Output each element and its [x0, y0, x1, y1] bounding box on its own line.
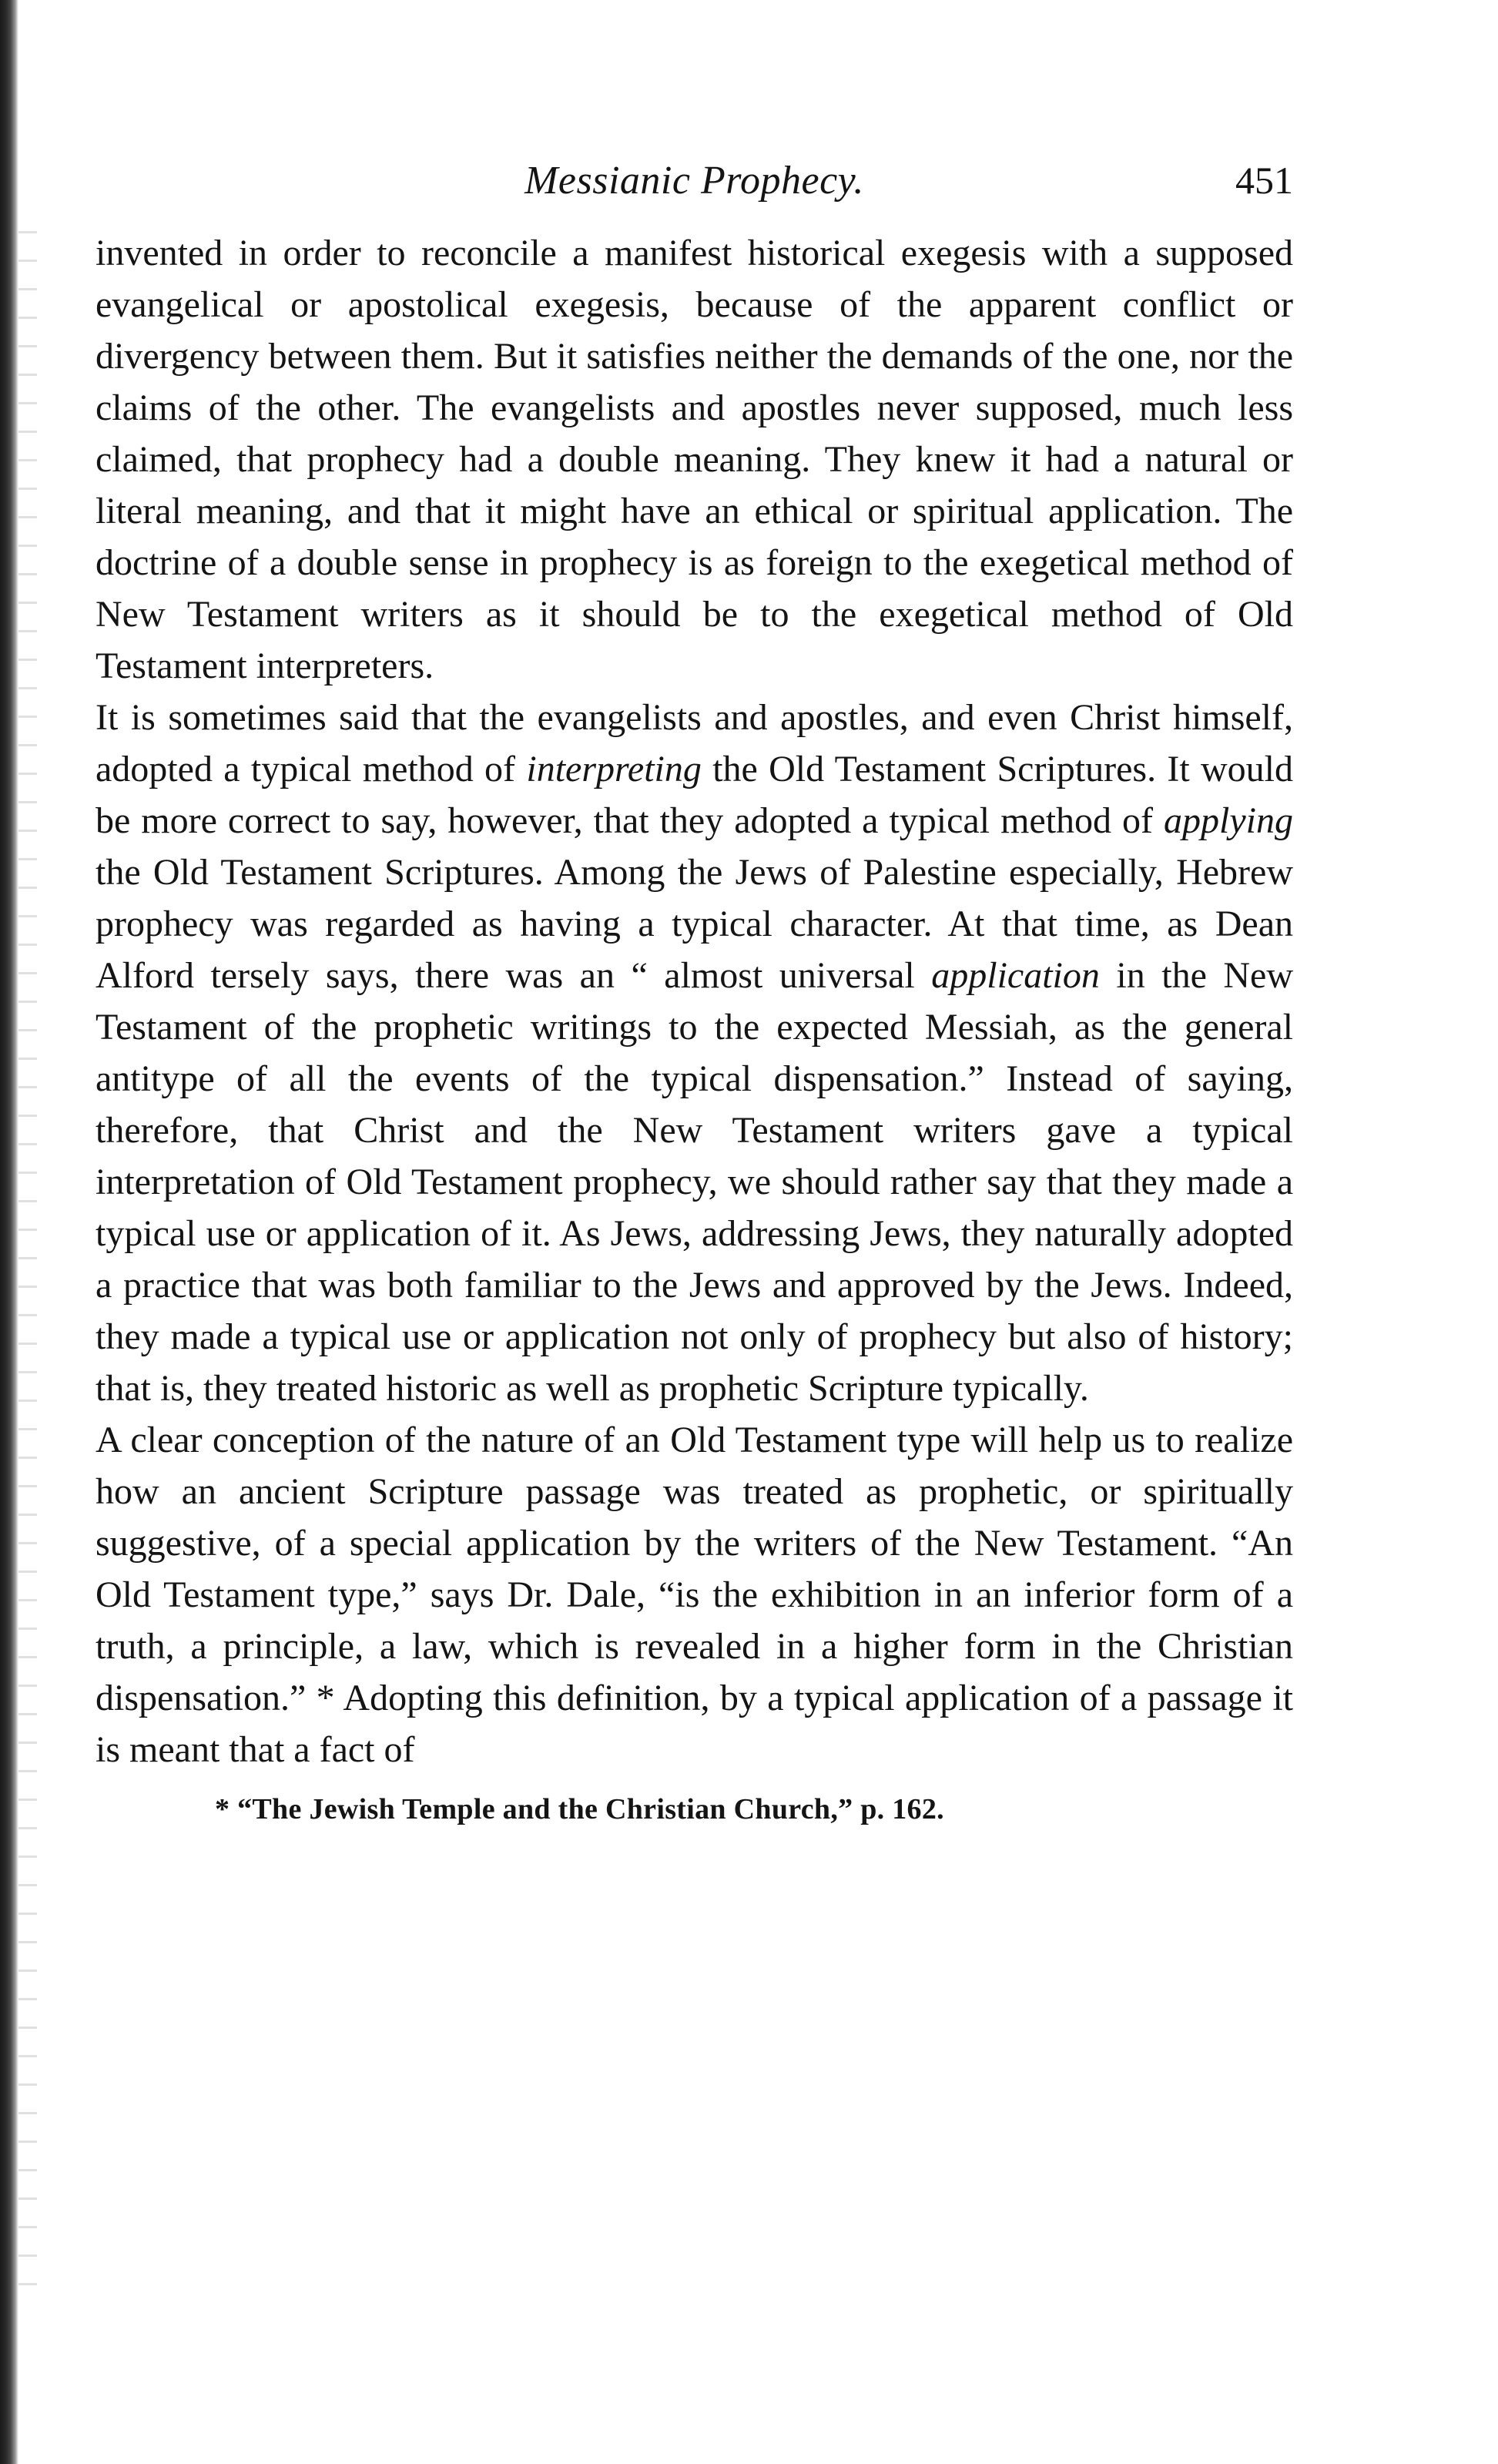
running-head	[96, 158, 1293, 220]
paragraph-2-part-4: in the New Testament of the prophetic writings to the expected Messiah, as the general antitype of all the events of the typical dispensation.” Instead of saying, therefore, that Christ and the New Testament writers gave a typical interpretation of Old Testament prophecy, we should rather say that they made a typical use or application of it. As Jews, addressing Jews, they naturally adopted a practice that was both familiar to the Jews and approved by the Jews. Indeed, they made a typical use or application not only of prophecy but also of history; that is, they treated historic as well as prophetic Scripture typically.	[96, 955, 1294, 1409]
paragraph-3: A clear conception of the nature of an Old Testament type will help us to realize how an ancient Scripture passage was treated as prophetic, or spiritually suggestive, of a special application by the writers of the New Testament. “An Old Testament type,” says Dr. Dale, “is the exhibition in an inferior form of a truth, a principle, a law, which is revealed in a higher form in the Christian dispensation.” * Adopting this definition, by a typical application of a passage it is meant that a fact of	[96, 1420, 1293, 1770]
paragraph-2-emphasis-applying: applying	[1164, 800, 1293, 841]
paragraph-2-emphasis-interpreting: interpreting	[526, 749, 702, 789]
book-page	[96, 158, 1293, 1829]
paragraph-2-emphasis-application: application	[931, 955, 1100, 996]
scan-artifacts	[18, 231, 37, 2311]
page-binding-edge	[0, 0, 18, 2464]
running-title: Messianic Prophecy.	[524, 159, 864, 203]
paragraph-1: invented in order to reconcile a manifest historical exegesis with a supposed evangelical or apostolical exegesis, because of the apparent conflict or divergency between them. But it satisfies neither the demands of the one, nor the claims of the other. The evangelists and apostles never supposed, much less claimed, that prophecy had a double meaning. They knew it had a natural or literal meaning, and that it might have an ethical or spiritual application. The doctrine of a double sense in prophecy is as foreign to the exegetical method of New Testament writers as it should be to the exegetical method of Old Testament interpreters.	[96, 233, 1293, 686]
body-text	[96, 227, 1293, 1775]
page-number: 451	[1235, 159, 1293, 202]
paragraph-2	[96, 692, 1293, 1414]
paragraph-2-part-3: the Old Testament Scriptures. Among the Jews of Palestine especially, Hebrew prophecy was regarded as having a typical character. At that time, as Dean Alford tersely says, there was an “ almost universal	[96, 852, 1293, 996]
paragraph-2-part-2: the Old Testament Scriptures. It would be more correct to say, however, that they adopted a typical method of	[96, 749, 1294, 841]
footnote: * “The Jewish Temple and the Christian Church,” p. 162.	[215, 1793, 944, 1825]
paragraph-2-part-1: It is sometimes said that the evangelists and apostles, and even Christ himself, adopted a typical method of	[96, 697, 1293, 789]
